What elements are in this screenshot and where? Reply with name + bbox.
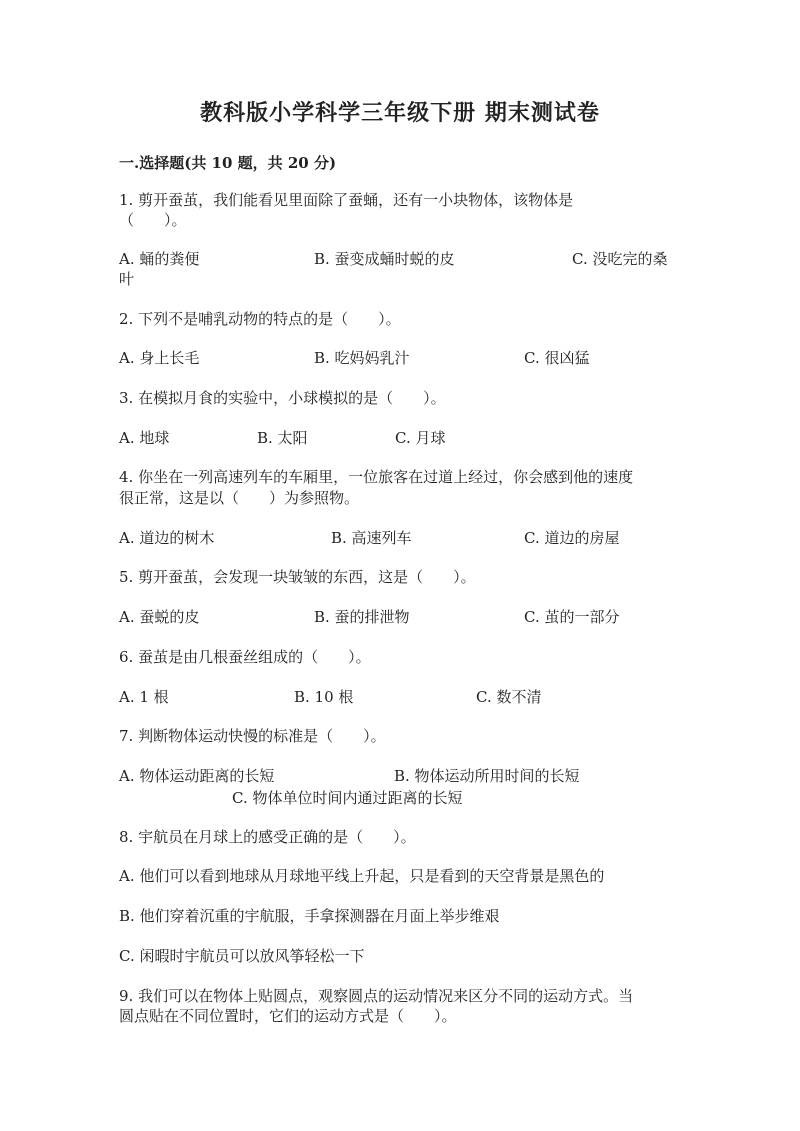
question-3-option-b: B. 太阳 bbox=[257, 429, 308, 447]
question-2-option-b: B. 吃妈妈乳汁 bbox=[314, 349, 410, 367]
question-8-option-c: C. 闲暇时宇航员可以放风筝轻松一下 bbox=[119, 947, 365, 965]
question-3-option-c: C. 月球 bbox=[395, 429, 446, 447]
question-6-option-a: A. 1 根 bbox=[119, 688, 169, 706]
question-2-option-a: A. 身上长毛 bbox=[119, 349, 200, 367]
question-4-stem-line-1: 4. 你坐在一列高速列车的车厢里，一位旅客在过道上经过，你会感到他的速度 bbox=[119, 468, 634, 486]
question-1-option-b: B. 蚕变成蛹时蜕的皮 bbox=[314, 250, 455, 268]
question-4-option-b: B. 高速列车 bbox=[331, 529, 412, 547]
question-5-option-c: C. 茧的一部分 bbox=[524, 608, 620, 626]
question-4-option-c: C. 道边的房屋 bbox=[524, 529, 620, 547]
question-2-stem: 2. 下列不是哺乳动物的特点的是（ ）。 bbox=[119, 310, 401, 328]
exam-title: 教科版小学科学三年级下册 期末测试卷 bbox=[200, 100, 600, 126]
question-5-option-a: A. 蚕蜕的皮 bbox=[119, 608, 200, 626]
question-1-stem-line-2: （ ）。 bbox=[119, 211, 187, 229]
question-7-stem: 7. 判断物体运动快慢的标准是（ ）。 bbox=[119, 727, 386, 745]
question-1-option-a: A. 蛹的粪便 bbox=[119, 250, 200, 268]
question-3-stem: 3. 在模拟月食的实验中，小球模拟的是（ ）。 bbox=[119, 389, 446, 407]
question-7-option-a: A. 物体运动距离的长短 bbox=[119, 767, 275, 785]
question-8-stem: 8. 宇航员在月球上的感受正确的是（ ）。 bbox=[119, 828, 416, 846]
question-5-stem: 5. 剪开蚕茧，会发现一块皱皱的东西，这是（ ）。 bbox=[119, 568, 476, 586]
question-2-option-c: C. 很凶猛 bbox=[524, 349, 590, 367]
question-6-stem: 6. 蚕茧是由几根蚕丝组成的（ ）。 bbox=[119, 648, 371, 666]
question-7-option-b: B. 物体运动所用时间的长短 bbox=[394, 767, 580, 785]
section-heading: 一.选择题(共 10 题，共 20 分) bbox=[119, 154, 337, 172]
question-4-stem-line-2: 很正常，这是以（ ）为参照物。 bbox=[119, 489, 360, 507]
question-4-option-a: A. 道边的树木 bbox=[119, 529, 215, 547]
question-6-option-b: B. 10 根 bbox=[294, 688, 354, 706]
question-9-stem-line-2: 圆点贴在不同位置时，它们的运动方式是（ ）。 bbox=[119, 1007, 457, 1025]
question-8-option-a: A. 他们可以看到地球从月球地平线上升起，只是看到的天空背景是黑色的 bbox=[119, 867, 605, 885]
question-3-option-a: A. 地球 bbox=[119, 429, 170, 447]
question-1-option-c-wrap: 叶 bbox=[119, 270, 135, 288]
question-7-option-c: C. 物体单位时间内通过距离的长短 bbox=[232, 789, 463, 807]
question-5-option-b: B. 蚕的排泄物 bbox=[314, 608, 410, 626]
question-8-option-b: B. 他们穿着沉重的宇航服，手拿探测器在月面上举步维艰 bbox=[119, 907, 500, 925]
question-9-stem-line-1: 9. 我们可以在物体上贴圆点，观察圆点的运动情况来区分不同的运动方式。当 bbox=[119, 987, 634, 1005]
question-1-option-c: C. 没吃完的桑 bbox=[572, 250, 668, 268]
question-1-stem-line-1: 1. 剪开蚕茧，我们能看见里面除了蚕蛹，还有一小块物体，该物体是 bbox=[119, 191, 574, 209]
question-6-option-c: C. 数不清 bbox=[476, 688, 542, 706]
